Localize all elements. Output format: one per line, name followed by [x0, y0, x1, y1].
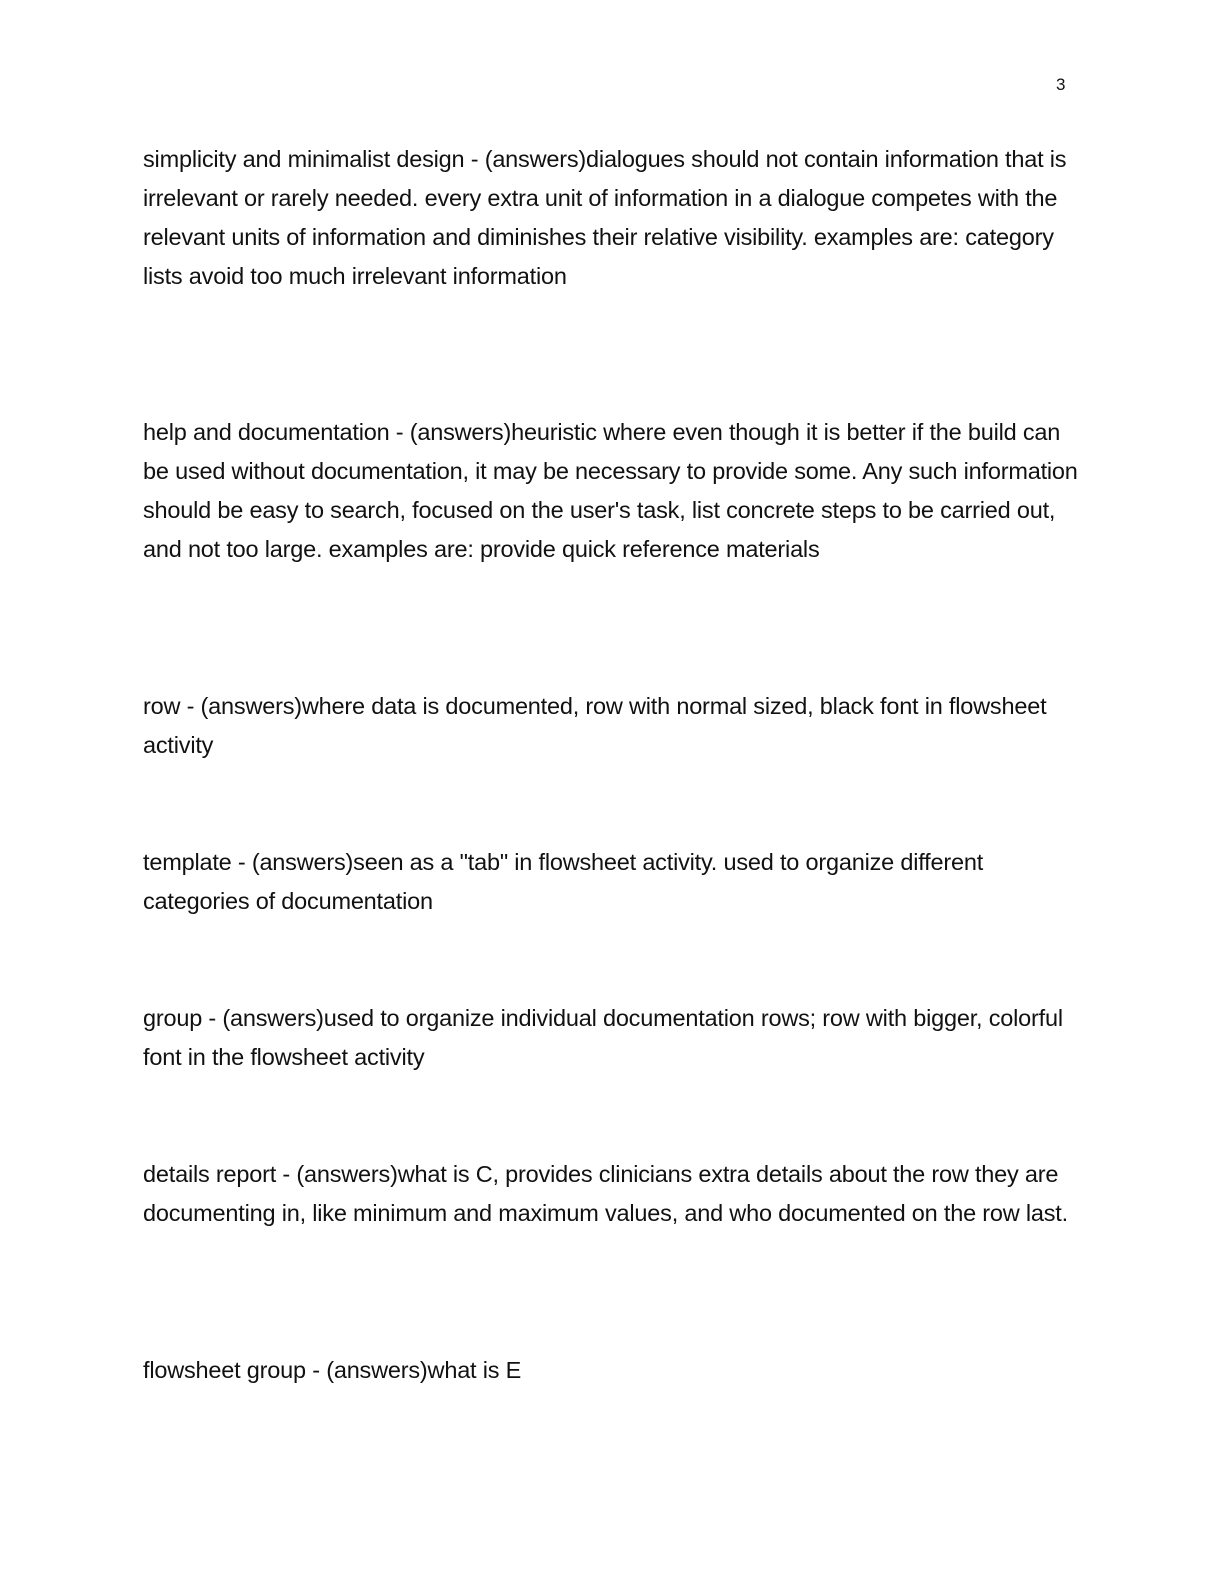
- page-number: 3: [1056, 75, 1066, 94]
- entry-template: template - (answers)seen as a "tab" in flowsheet activity. used to organize different categories of documentation: [143, 849, 984, 914]
- entry-simplicity-minimalist-design: simplicity and minimalist design - (answers)dialogues should not contain information that is irrelevant or rarely needed. every extra unit of information in a dialogue competes with the relevant units of information and diminishes their relative visibility. examples are: category lists avoid too much irrelevant information: [143, 146, 1067, 289]
- entry-row: row - (answers)where data is documented, row with normal sized, black font in flowsheet activity: [143, 693, 1047, 758]
- entry-help-and-documentation: help and documentation - (answers)heuristic where even though it is better if the build can be used without documentation, it may be necessary to provide some. Any such information should be easy to search, focused on the user's task, list concrete steps to be carried out, and not too large. examples are: provide quick reference materials: [143, 419, 1078, 562]
- entry-details-report: details report - (answers)what is C, provides clinicians extra details about the row they are documenting in, like minimum and maximum values, and who documented on the row last.: [143, 1161, 1068, 1226]
- entry-group: group - (answers)used to organize individual documentation rows; row with bigger, colorful font in the flowsheet activity: [143, 1005, 1063, 1070]
- entry-flowsheet-group: flowsheet group - (answers)what is E: [143, 1357, 522, 1383]
